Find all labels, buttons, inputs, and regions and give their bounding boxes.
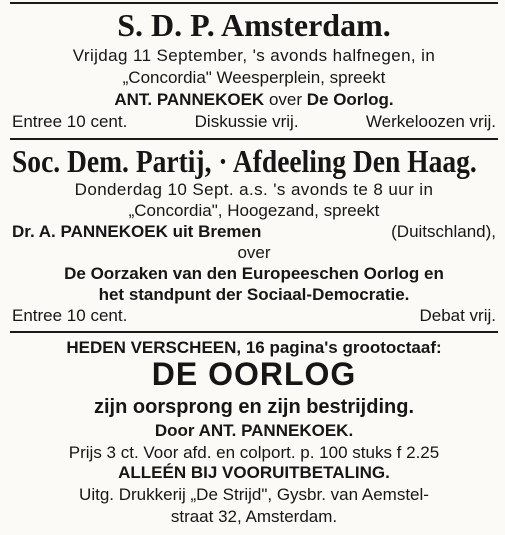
ad1-title: S. D. P. Amsterdam.	[117, 7, 391, 43]
ad2-speaker: Dr. A. PANNEKOEK uit Bremen	[12, 222, 262, 241]
ad3-title: DE OORLOG	[151, 356, 357, 392]
ad3-subtitle: zijn oorsprong en zijn bestrijding.	[94, 396, 414, 418]
ad2-entry: Entree 10 cent.	[12, 306, 128, 325]
ad2-debate: Debat vrij.	[419, 306, 496, 325]
ad3-payment: ALLEÉN BIJ VOORUITBETALING.	[118, 463, 390, 482]
top-divider	[10, 2, 498, 4]
ad3-price: Prijs 3 ct. Voor afd. en colport. p. 100 stuks f 2.25	[68, 443, 440, 462]
ad2-topic1: De Oorzaken van den Europeeschen Oorlog en	[64, 264, 444, 283]
ad2-line1: Donderdag 10 Sept. a.s. 's avonds te 8 uur in	[74, 180, 434, 199]
ad1-line2: „Concordia" Weesperplein, spreekt	[122, 68, 386, 87]
ad1-over: over	[268, 90, 303, 109]
ad1-speaker-line	[12, 90, 496, 110]
ad2-over: over	[237, 243, 271, 262]
ad3-publisher1: Uitg. Drukkerij „De Strijd", Gysbr. van Aemstel-	[79, 485, 429, 504]
divider-2	[10, 331, 498, 333]
ad2-country: (Duitschland),	[391, 222, 496, 241]
ad1-unemployed: Werkeloozen vrij.	[365, 112, 496, 131]
ad2-topic2: het standpunt der Sociaal-Democratie.	[98, 285, 410, 304]
ad2-title: Soc. Dem. Partij, · Afdeeling Den Haag.	[12, 143, 477, 179]
ad1-speaker: ANT. PANNEKOEK	[114, 90, 265, 109]
ad2-footer	[12, 306, 496, 326]
divider-1	[10, 138, 498, 140]
ad2-line2: „Concordia", Hoogezand, spreekt	[128, 201, 380, 220]
ad1-line1: Vrijdag 11 September, 's avonds halfnegen, in	[72, 46, 436, 65]
ad2-speaker-line	[12, 222, 496, 242]
ad1-topic: De Oorlog.	[306, 90, 394, 109]
ad3-headline: HEDEN VERSCHEEN, 16 pagina's grootoctaaf:	[66, 338, 442, 357]
ad1-entry: Entree 10 cent.	[12, 112, 128, 131]
ad1-footer	[12, 112, 496, 132]
ad3-author: Door ANT. PANNEKOEK.	[154, 421, 354, 440]
ad3-publisher2: straat 32, Amsterdam.	[170, 507, 338, 526]
ad1-discussion: Diskussie vrij.	[194, 112, 299, 131]
